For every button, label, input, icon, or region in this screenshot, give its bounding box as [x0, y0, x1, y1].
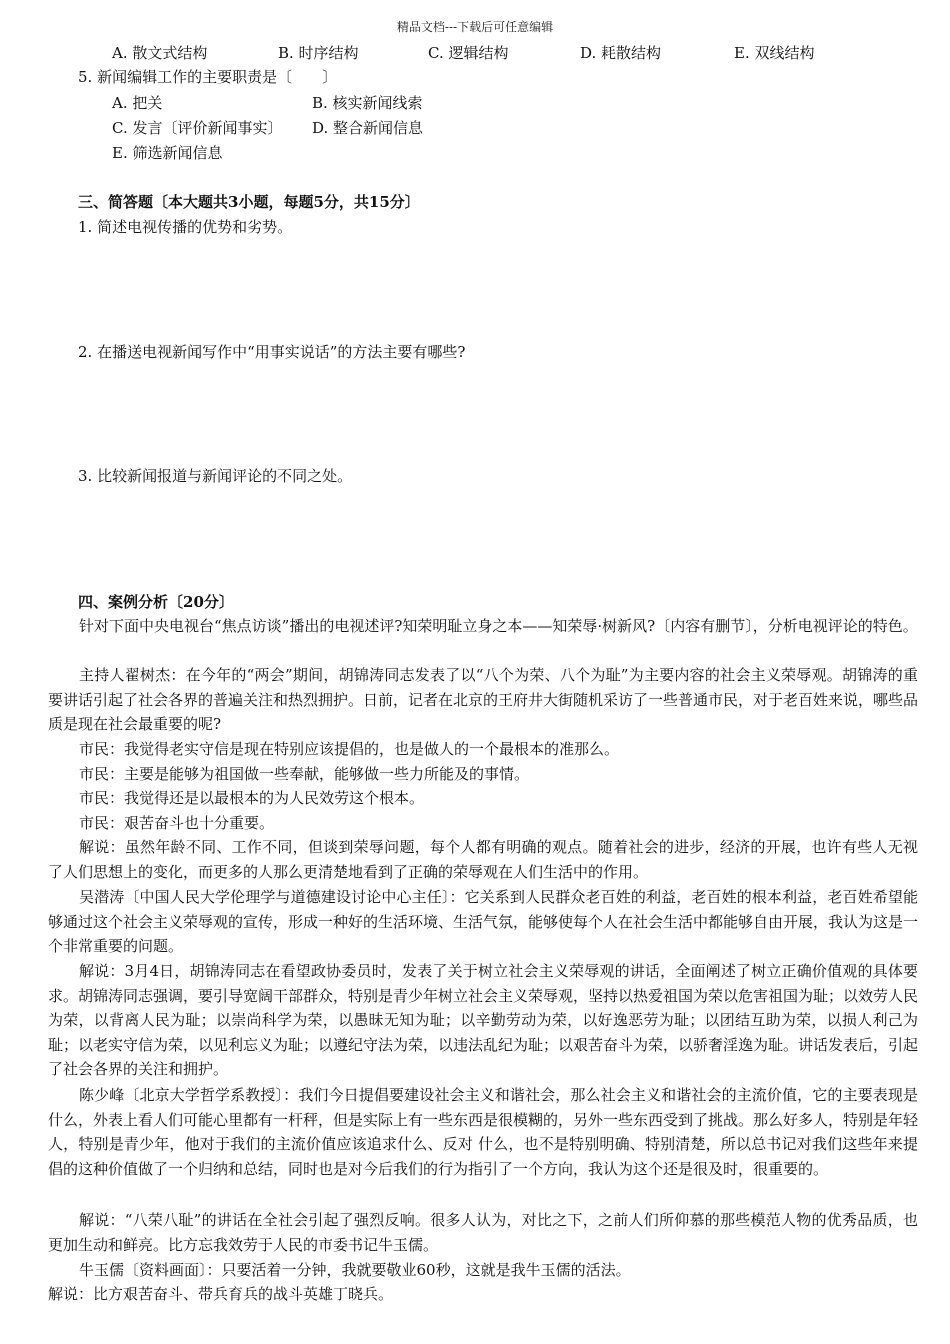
q4-option-d: D. 耗散结构	[580, 44, 662, 62]
section4-title: 四、案例分析〔20分〕	[78, 593, 234, 611]
narration-4: 解说：比方艰苦奋斗、带兵育兵的战斗英雄丁晓兵。	[48, 1285, 394, 1303]
q5-option-a: A. 把关	[112, 94, 163, 112]
narration-1: 解说：虽然年龄不同、工作不同，但谈到荣辱问题，每个人都有明确的观点。随着社会的进步，经济的开展，也许有些人无视了人们思想上的变化，而更多的人那么更清楚地看到了正确的荣辱观在人们生活中的作用。	[48, 838, 918, 881]
page-header: 精品文档---下载后可任意编辑	[396, 20, 554, 34]
q5-option-d: D. 整合新闻信息	[312, 119, 424, 137]
q4-option-e: E. 双线结构	[734, 44, 815, 62]
q5-option-b: B. 核实新闻线索	[312, 94, 423, 112]
q5-option-e: E. 筛选新闻信息	[112, 144, 223, 162]
section3-question-2: 2. 在播送电视新闻写作中“用事实说话”的方法主要有哪些?	[78, 343, 466, 361]
narration-3: 解说：“八荣八耻”的讲话在全社会引起了强烈反响。很多人认为，对比之下，之前人们所仰慕的那些模范人物的优秀品质，也更加生动和鲜亮。比方忘我效劳于人民的市委书记牛玉儒。	[48, 1211, 918, 1254]
niu-yuru-quote: 牛玉儒〔资料画面〕：只要活着一分钟，我就要敬业60秒，这就是我牛玉儒的活法。	[79, 1261, 631, 1279]
case-intro: 针对下面中央电视台“焦点访谈”播出的电视述评?知荣明耻立身之本——知荣辱·树新风?〔内容有删节〕，分析电视评论的特色。	[79, 617, 918, 635]
expert-chen-remark: 陈少峰〔北京大学哲学系教授〕：我们今日提倡要建设社会主义和谐社会，那么社会主义和谐社会的主流价值，它的主要表现是什么，外表上看人们可能心里都有一杆秤，但是实际上有一些东西是很模糊的，另外一些东西受到了挑战。那么好多人，特别是年轻人，特别是青少年，他对于我们的主流价值应该追求什么、反对 什么，也不是特别明确、特别清楚，所以总书记对我们这些年来提倡的这种价值做了一个归纳和总结，同时也是对今后我们的行为指引了一个方向，我认为这个还是很及时，很重要的。	[48, 1086, 919, 1178]
q5-stem: 5. 新闻编辑工作的主要职责是〔 〕	[78, 68, 338, 86]
section3-title: 三、简答题〔本大题共3小题，每题5分，共15分〕	[78, 193, 420, 211]
case-host-remark: 主持人翟树杰：在今年的“两会”期间，胡锦涛同志发表了以“八个为荣、八个为耻”为主要内容的社会主义荣辱观。胡锦涛的重要讲话引起了社会各界的普遍关注和热烈拥护。日前，记者在北京的王府井大街随机采访了一些普通市民，对于老百姓来说，哪些品质是现在社会最重要的呢?	[48, 666, 919, 733]
section3-question-1: 1. 简述电视传播的优势和劣势。	[78, 218, 293, 236]
section3-question-3: 3. 比较新闻报道与新闻评论的不同之处。	[78, 467, 353, 485]
citizen-remark-2: 市民：主要是能够为祖国做一些奉献，能够做一些力所能及的事情。	[79, 765, 530, 783]
narration-2: 解说：3月4日，胡锦涛同志在看望政协委员时，发表了关于树立社会主义荣辱观的讲话，全面阐述了树立正确价值观的具体要求。胡锦涛同志强调，要引导宽阔干部群众，特别是青少年树立社会主义荣辱观，坚持以热爱祖国为荣以危害祖国为耻；以效劳人民为荣，以背离人民为耻；以崇尚科学为荣，以愚昧无知为耻；以辛勤劳动为荣，以好逸恶劳为耻；以团结互助为荣，以损人利己为耻；以老实守信为荣，以见利忘义为耻；以遵纪守法为荣，以违法乱纪为耻；以艰苦奋斗为荣，以骄奢淫逸为耻。讲话发表后，引起了社会各界的关注和拥护。	[48, 962, 919, 1078]
q4-option-a: A. 散文式结构	[112, 44, 208, 62]
citizen-remark-1: 市民：我觉得老实守信是现在特别应该提倡的，也是做人的一个最根本的准那么。	[79, 740, 620, 758]
q4-option-b: B. 时序结构	[278, 44, 359, 62]
citizen-remark-4: 市民：艰苦奋斗也十分重要。	[79, 814, 275, 832]
q4-option-c: C. 逻辑结构	[428, 44, 509, 62]
expert-wu-remark: 吴潜涛〔中国人民大学伦理学与道德建设讨论中心主任〕：它关系到人民群众老百姓的利益，老百姓的根本利益，老百姓希望能够通过这个社会主义荣辱观的宣传，形成一种好的生活环境、生活气氛，能够使每个人在社会生活中都能够自由开展，我认为这是一个非常重要的问题。	[48, 888, 919, 955]
citizen-remark-3: 市民：我觉得还是以最根本的为人民效劳这个根本。	[79, 789, 425, 807]
q5-option-c: C. 发言〔评价新闻事实〕	[112, 119, 283, 137]
